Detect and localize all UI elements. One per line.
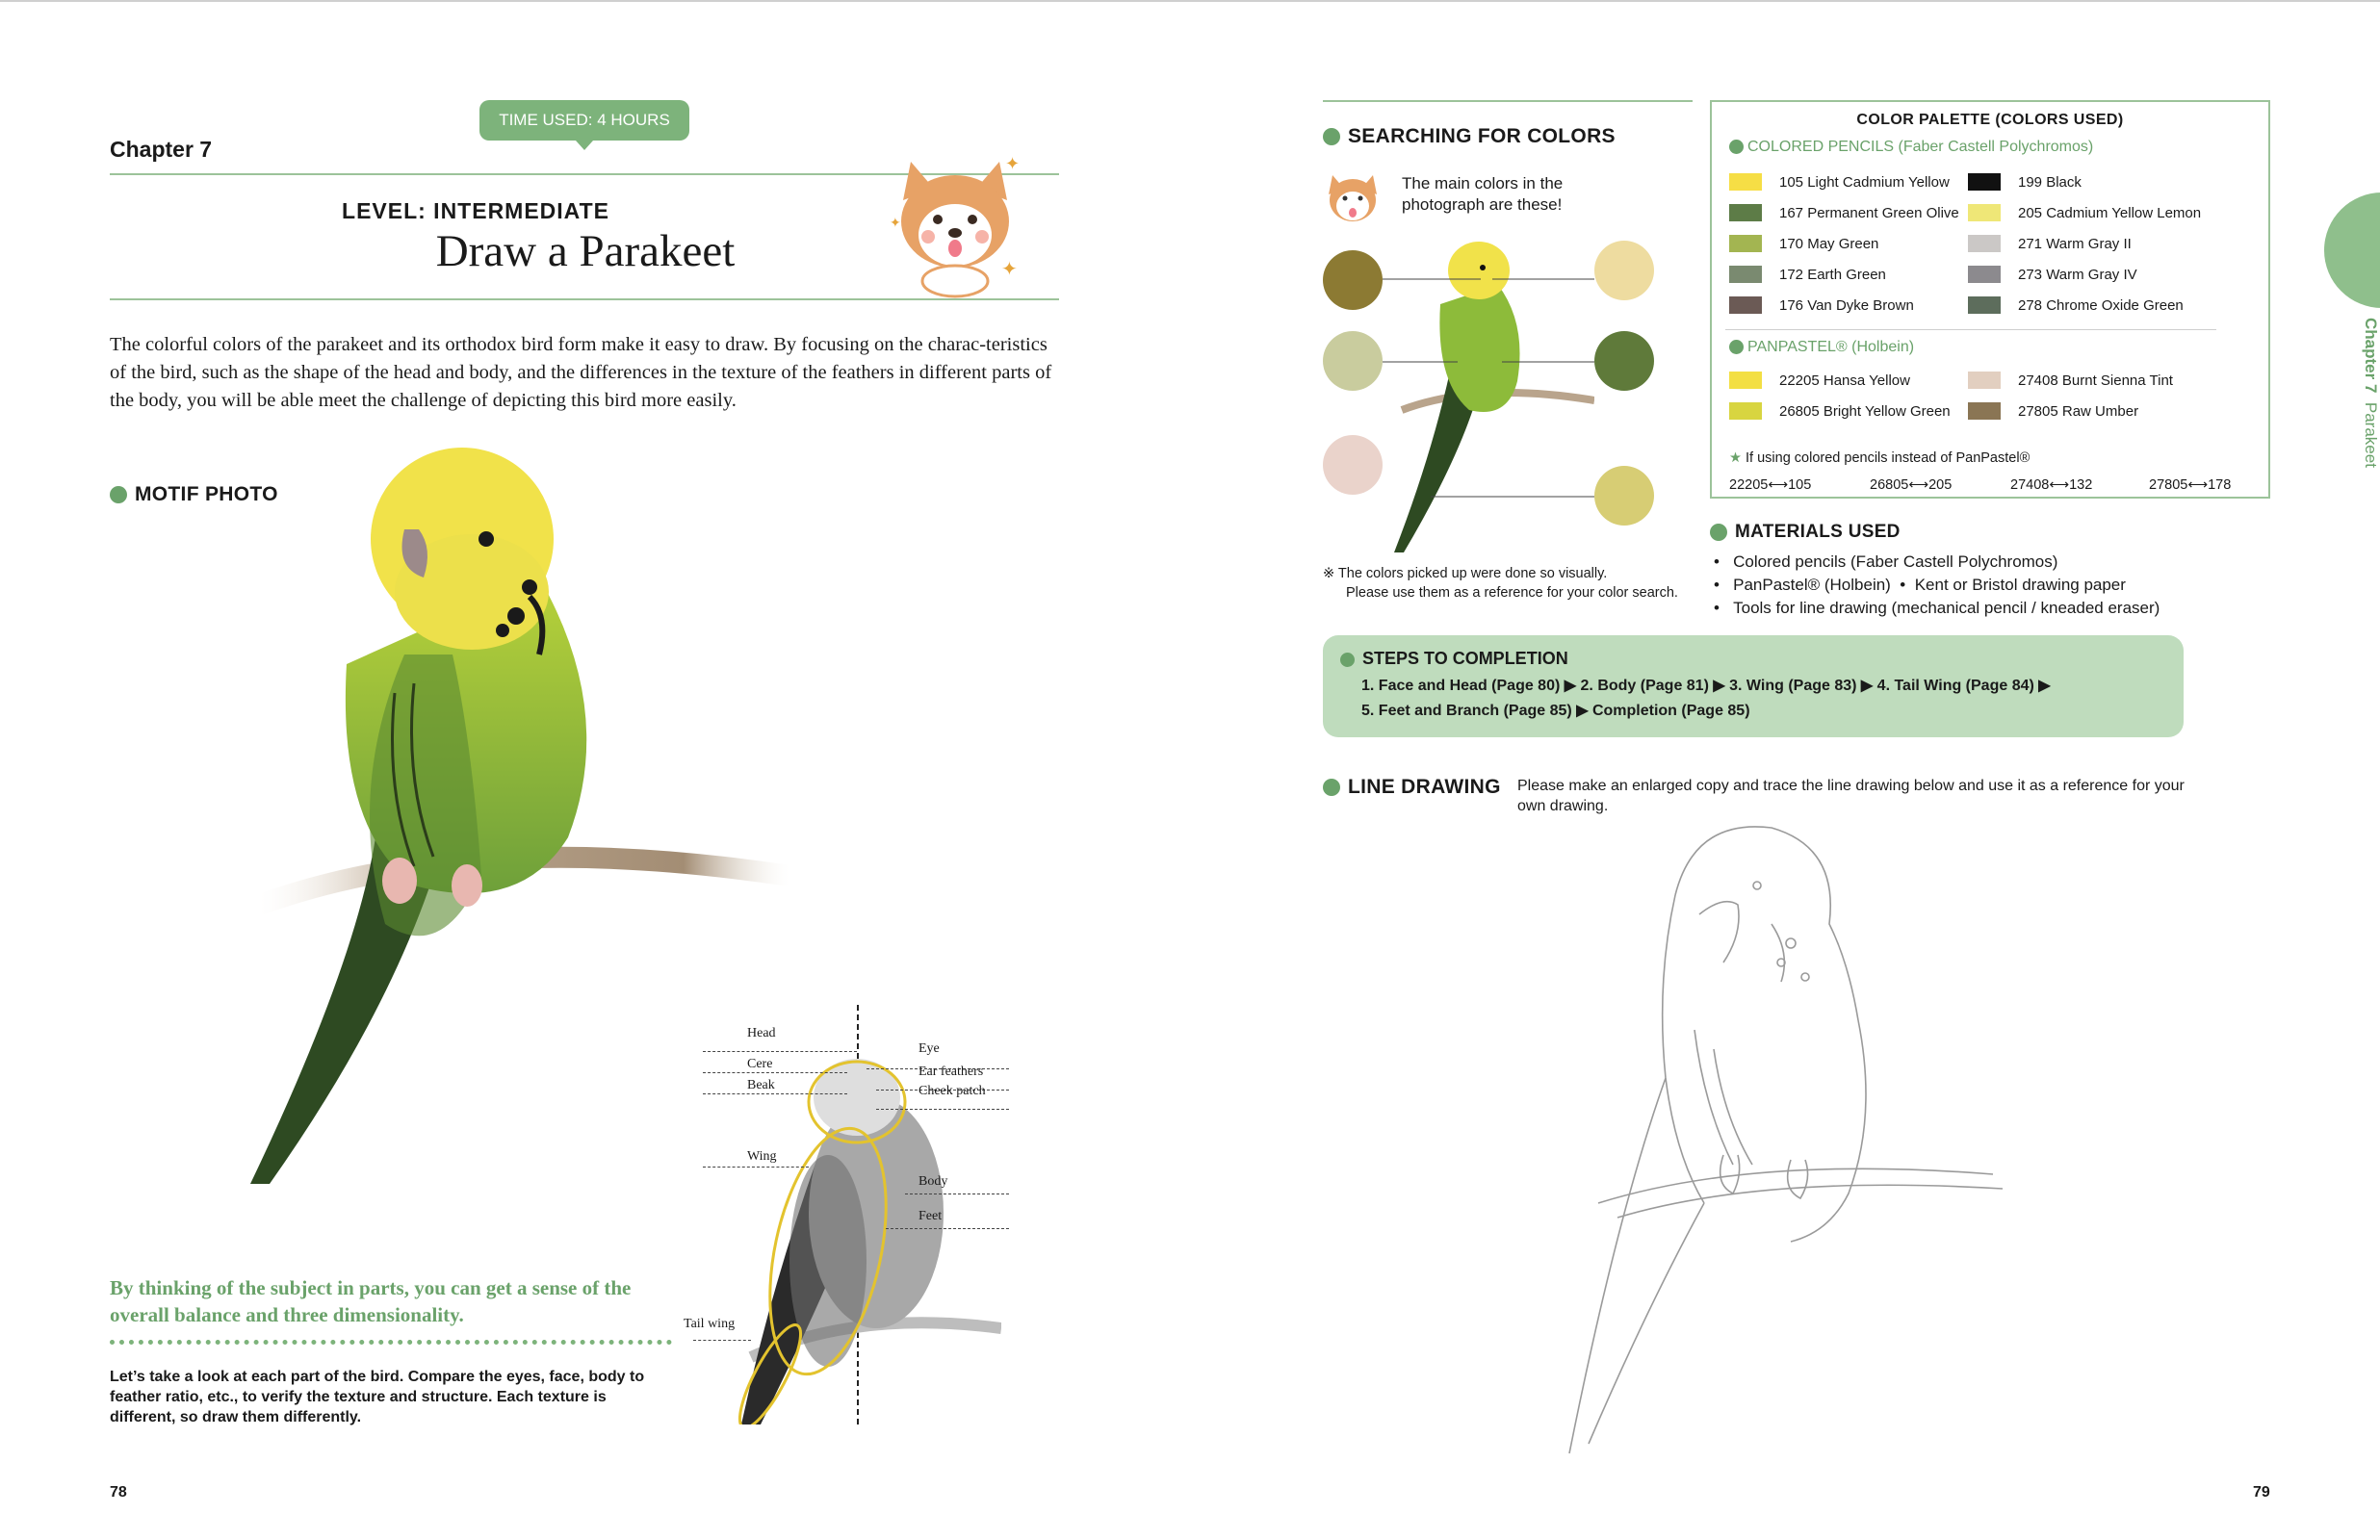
material-item-1: • Colored pencils (Faber Castell Polychromos) [1714, 552, 2058, 571]
label-tail-wing: Tail wing [684, 1317, 736, 1331]
line-drawing-text: Please make an enlarged copy and trace the line drawing below and use it as a reference for your own drawing. [1517, 778, 2185, 814]
materials-title: MATERIALS USED [1735, 522, 1901, 542]
color-swatch [1729, 173, 1762, 191]
svg-text:✦: ✦ [890, 216, 901, 231]
speech-text: The main colors in the photograph are these! [1402, 174, 1564, 214]
pencil-row [1968, 204, 2201, 221]
searching-title: SEARCHING FOR COLORS [1348, 125, 1616, 147]
pastel-heading [1729, 339, 1914, 356]
motif-title: MOTIF PHOTO [135, 483, 278, 505]
bullet-dot-icon [1729, 340, 1744, 354]
color-swatch [1968, 372, 2001, 389]
search-note-1: ※ The colors picked up were done so visually. [1323, 566, 1608, 581]
step-6: Completion (Page 85) [1591, 703, 1750, 719]
steps-line-2 [1361, 701, 1750, 720]
corgi-small-icon [1323, 167, 1383, 225]
material-item-2: • PanPastel® (Holbein) • Kent or Bristol drawing paper [1714, 576, 2126, 594]
steps-heading [1340, 649, 1568, 669]
steps-line-1 [1361, 676, 2051, 695]
pastel-row [1729, 372, 1910, 389]
pastel-row [1968, 372, 2173, 389]
arrow-right-icon: ▶ [2038, 678, 2051, 694]
swatch-label: 27408 Burnt Sienna Tint [2018, 372, 2173, 389]
materials-list [1714, 551, 2160, 620]
label-cere: Cere [747, 1057, 773, 1071]
side-tab-topic: Parakeet [2362, 401, 2380, 468]
color-swatch [1729, 235, 1762, 252]
search-rule [1323, 100, 1693, 102]
label-head: Head [747, 1026, 776, 1040]
swatch-label: 26805 Bright Yellow Green [1779, 402, 1951, 420]
material-text-2a: PanPastel® (Holbein) [1733, 576, 1891, 594]
pencil-row [1729, 173, 1950, 191]
arrow-right-icon: ▶ [1564, 678, 1577, 694]
line-drawing-title: LINE DRAWING [1348, 776, 1501, 798]
pencils-heading [1729, 139, 2093, 156]
top-border [0, 0, 2380, 2]
swatch-label: 278 Chrome Oxide Green [2018, 296, 2184, 314]
badge-pointer [576, 141, 593, 150]
pastel-brand: (Holbein) [1851, 339, 1915, 355]
swatch-label: 199 Black [2018, 173, 2082, 191]
chapter-side-tab [2324, 192, 2380, 308]
swatch-label: 167 Permanent Green Olive [1779, 204, 1959, 221]
swatch-label: 205 Cadmium Yellow Lemon [2018, 204, 2202, 221]
materials-heading [1710, 522, 1901, 543]
chapter-label: Chapter 7 [110, 137, 213, 162]
swatch-label: 172 Earth Green [1779, 266, 1886, 283]
corgi-mascot [878, 141, 1032, 298]
wing-leader [703, 1167, 809, 1168]
bullet-dot-icon [1340, 653, 1355, 667]
search-note-2: Please use them as a reference for your color search. [1346, 585, 1678, 601]
label-eye: Eye [918, 1041, 940, 1056]
swatch-label: 22205 Hansa Yellow [1779, 372, 1910, 389]
side-tab-chapter: Chapter 7 [2362, 318, 2380, 394]
material-text-2b: Kent or Bristol drawing paper [1914, 576, 2126, 594]
pencil-row [1968, 173, 2082, 191]
label-ear-feathers: Ear feathers [918, 1065, 984, 1079]
pencil-row [1729, 296, 1914, 314]
page-number-left: 78 [110, 1484, 127, 1501]
material-text-3: Tools for line drawing (mechanical pencil / kneaded eraser) [1733, 599, 2160, 617]
searching-heading [1323, 125, 1616, 148]
level-label: LEVEL: INTERMEDIATE [342, 198, 609, 223]
color-circle-cream [1594, 241, 1654, 300]
side-tab-text [2359, 318, 2380, 510]
callout-divider [110, 1340, 672, 1345]
color-swatch [1968, 235, 2001, 252]
step-1: 1. Face and Head (Page 80) [1361, 678, 1561, 694]
parts-diagram [674, 1001, 1021, 1424]
svg-text:✦: ✦ [1001, 257, 1018, 280]
bullet-dot-icon [1323, 779, 1340, 796]
pencils-title: COLORED PENCILS [1747, 139, 1895, 155]
cheek-leader [876, 1109, 1009, 1110]
pencil-row [1729, 266, 1886, 283]
color-swatch [1729, 204, 1762, 221]
pastel-row [1729, 402, 1951, 420]
intro-text: The colorful colors of the parakeet and its orthodox bird form make it easy to draw. By focusing on the charac-teristics of the bird, such as the shape of the head and body, and the differences in the texture of the feathers in different parts of the body, you will be able meet the challenge of depicting this bird more easily. [110, 334, 1052, 411]
pencil-row [1968, 296, 2184, 314]
swatch-label: 27805 Raw Umber [2018, 402, 2139, 420]
color-swatch [1729, 402, 1762, 420]
pencil-row [1968, 266, 2137, 283]
color-circle-dark-green [1594, 331, 1654, 391]
title-rule-bottom [110, 298, 1059, 300]
sub-1: 22205⟷105 [1729, 477, 1812, 493]
color-swatch [1729, 266, 1762, 283]
sub-note-text: If using colored pencils instead of PanPastel® [1746, 450, 2031, 466]
pastel-title: PANPASTEL® [1747, 339, 1848, 355]
time-badge [479, 100, 689, 141]
head-leader [703, 1051, 857, 1052]
swatch-label: 176 Van Dyke Brown [1779, 296, 1914, 314]
sub-2: 26805⟷205 [1870, 477, 1953, 493]
sub-4: 27805⟷178 [2149, 477, 2232, 493]
search-parakeet-photo [1383, 237, 1594, 554]
color-swatch [1968, 402, 2001, 420]
swatch-label: 273 Warm Gray IV [2018, 266, 2137, 283]
label-beak: Beak [747, 1078, 775, 1092]
callout-body-text: Let’s take a look at each part of the bird. Compare the eyes, face, body to feather ratio, etc., to verify the texture and structure. Each texture is different, so draw them differently. [110, 1369, 645, 1425]
substitution-note [1729, 450, 2030, 466]
arrow-right-icon: ▶ [1713, 678, 1725, 694]
label-feet: Feet [918, 1209, 943, 1223]
steps-title: STEPS TO COMPLETION [1362, 649, 1568, 668]
label-body: Body [918, 1174, 948, 1189]
time-badge-text: TIME USED: 4 HOURS [499, 111, 670, 129]
swatch-label: 271 Warm Gray II [2018, 235, 2132, 252]
pencil-row [1968, 235, 2132, 252]
color-palette-box [1710, 100, 2270, 499]
line-drawing-sketch [1560, 808, 2041, 1463]
material-text-1: Colored pencils (Faber Castell Polychromos) [1733, 552, 2058, 571]
color-circle-olive-brown [1323, 250, 1383, 310]
label-cheek-patch: Cheek patch [918, 1084, 986, 1098]
color-circle-pink [1323, 435, 1383, 495]
step-3: 3. Wing (Page 83) [1729, 678, 1857, 694]
color-swatch [1968, 204, 2001, 221]
page-title: Draw a Parakeet [435, 226, 736, 276]
palette-divider [1725, 329, 2216, 330]
callout-green-text: By thinking of the subject in parts, you can get a sense of the overall balance and three dimensionality. [110, 1276, 632, 1326]
pencil-row [1729, 204, 1959, 221]
pastel-row [1968, 402, 2138, 420]
step-4: 4. Tail Wing (Page 84) [1876, 678, 2034, 694]
pencil-row [1729, 235, 1878, 252]
color-swatch [1729, 372, 1762, 389]
label-wing: Wing [747, 1149, 777, 1164]
step-2: 2. Body (Page 81) [1580, 678, 1709, 694]
swatch-label: 105 Light Cadmium Yellow [1779, 173, 1950, 191]
cere-leader [703, 1072, 847, 1073]
star-icon: ★ [1729, 450, 1742, 466]
palette-title: COLOR PALETTE (COLORS USED) [1856, 112, 2124, 128]
bullet-dot-icon [110, 486, 127, 503]
sub-3: 27408⟷132 [2010, 477, 2093, 493]
arrow-right-icon: ▶ [1860, 678, 1874, 694]
color-swatch [1729, 296, 1762, 314]
tail-leader [693, 1340, 751, 1341]
svg-text:✦: ✦ [1005, 154, 1021, 174]
line-drawing-heading [1323, 776, 1501, 799]
material-item-3: • Tools for line drawing (mechanical pencil / kneaded eraser) [1714, 599, 2160, 617]
bullet-dot-icon [1710, 524, 1727, 541]
swatch-label: 170 May Green [1779, 235, 1879, 252]
pencils-brand: (Faber Castell Polychromos) [1898, 139, 2094, 155]
color-circle-sage [1323, 331, 1383, 391]
color-circle-yellow [1594, 466, 1654, 526]
page-number-right: 79 [2253, 1484, 2270, 1501]
color-swatch [1968, 266, 2001, 283]
feet-leader [886, 1228, 1009, 1229]
steps-box [1323, 635, 2184, 737]
bullet-dot-icon [1323, 128, 1340, 145]
arrow-right-icon: ▶ [1576, 703, 1589, 719]
bullet-dot-icon [1729, 140, 1744, 154]
step-5: 5. Feet and Branch (Page 85) [1361, 703, 1572, 719]
beak-leader [703, 1093, 847, 1094]
color-swatch [1968, 173, 2001, 191]
color-swatch [1968, 296, 2001, 314]
